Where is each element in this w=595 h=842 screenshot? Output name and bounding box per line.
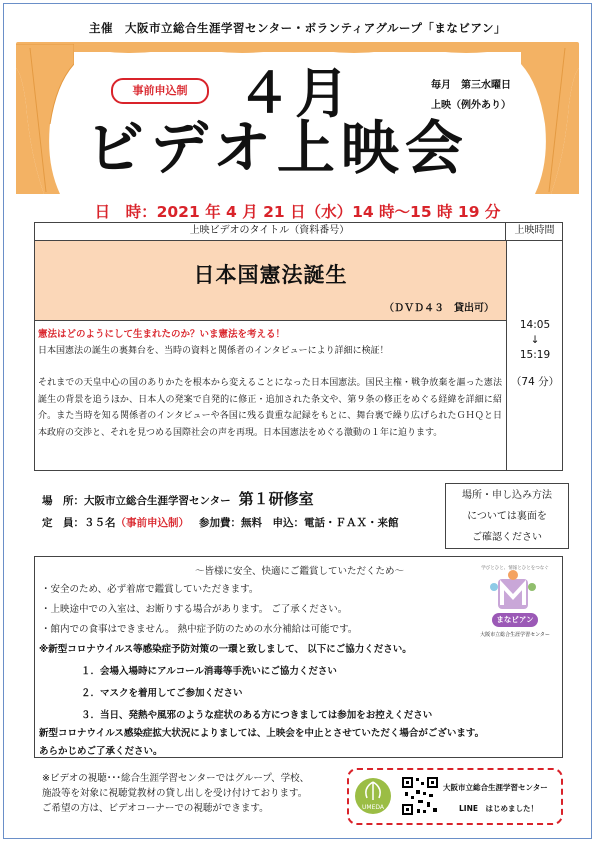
schedule-note-1: 毎月 第三水曜日 bbox=[431, 80, 511, 91]
venue-label: 場 所：大阪市立総合生涯学習センター bbox=[42, 495, 231, 507]
see-reverse-note bbox=[445, 483, 569, 549]
preregistration-badge: 事前申込制 bbox=[111, 78, 209, 104]
notice-line: ・上映途中での入室は、お断りする場合があります。 ご了承ください。 bbox=[41, 604, 348, 615]
logo-arc-text: 学びとひと、情報とひとをつなぐ bbox=[481, 566, 549, 571]
footnote bbox=[42, 771, 342, 816]
program-title-header: 上映ビデオのタイトル（資料番号） bbox=[34, 222, 506, 241]
closing-line: あらかじめご了承ください。 bbox=[39, 746, 163, 757]
logo-sub: 大阪市立総合生涯学習センター bbox=[480, 632, 550, 638]
footnote-line: 施設等を対象に視聴覚教材の貸し出しを受け付けております。 bbox=[42, 788, 308, 799]
event-title: ビデオ上映会 bbox=[86, 114, 469, 182]
footnote-line: ※ビデオの視聴･･･総合生涯学習センターではグループ、学校、 bbox=[42, 773, 310, 784]
qr-code-icon[interactable] bbox=[401, 776, 439, 816]
logo-text: まなビアン bbox=[496, 615, 534, 624]
notice-line: ・館内での食事はできません。 熱中症予防のための水分補給は可能です。 bbox=[41, 624, 358, 635]
covid-heading: ※新型コロナウイルス等感染症予防対策の一環と致しまして、 以下にご協力ください。 bbox=[39, 644, 412, 655]
month-heading: ４月 bbox=[237, 62, 353, 125]
line-announcement: LINE はじめました！ bbox=[459, 804, 538, 813]
program-description: それまでの天皇中心の国のありかたを根本から変えることになった日本国憲法。国民主権・戦争放棄を謳った憲法誕生の背景を追うほか、日本人の発案で自発的に修正・追加された条文や、第９条の修正をめぐる経緯を詳細に紹介。また当時を知る関係者のインタビューや各国に残る貴重な記録をもとに、舞台裏で繰り広げられたＧＨＱと日本政府の交渉と、それを見つめる国際社会の声を再現。日本国憲法をめぐる激動の１年に迫ります。 bbox=[38, 378, 502, 438]
program-lead: 憲法はどのようにして生まれたのか？いま憲法を考える！ bbox=[38, 329, 286, 340]
covid-item: ２．マスクを着用してご参加ください bbox=[81, 688, 243, 699]
umeda-logo-text: UMEDA bbox=[362, 804, 384, 811]
time-duration: （74 分） bbox=[510, 376, 560, 388]
venue-room: 第１研修室 bbox=[238, 490, 314, 508]
venue-row bbox=[42, 488, 314, 509]
contact-name: 大阪市立総合生涯学習センター bbox=[443, 783, 548, 792]
capacity-note: （事前申込制） bbox=[115, 517, 189, 529]
time-end: 15:19 bbox=[519, 349, 551, 361]
sponsor-line: 主催 大阪市立総合生涯学習センター・ボランティアグループ「まなビアン」 bbox=[89, 21, 506, 35]
valance-swag-icon bbox=[74, 46, 522, 60]
fee-apply: 参加費：無料 申込：電話・ＦＡＸ・来館 bbox=[199, 517, 399, 529]
footnote-line: ご希望の方は、ビデオコーナーでの視聴ができます。 bbox=[42, 803, 269, 814]
film-title-box bbox=[35, 241, 506, 321]
manabian-logo bbox=[476, 565, 554, 645]
closing-line: 新型コロナウイルス感染症拡大状況によりましては、上映会を中止とさせていただく場合がございます。 bbox=[39, 728, 485, 739]
program-time-header: 上映時間 bbox=[506, 222, 563, 241]
film-title: 日本国憲法誕生 bbox=[193, 263, 348, 287]
side-note-line: ご確認ください bbox=[472, 532, 542, 543]
umeda-logo-icon bbox=[355, 778, 391, 814]
capacity-label: 定 員：３５名 bbox=[42, 517, 116, 529]
program-lead-sub: 日本国憲法の誕生の裏舞台を、当時の資料と関係者のインタビューにより詳細に検証！ bbox=[38, 346, 389, 356]
capacity-row bbox=[42, 515, 399, 530]
time-start: 14:05 bbox=[519, 319, 551, 331]
covid-item: ３．当日、発熱や風邪のような症状のある方につきましては参加をお控えください bbox=[81, 710, 433, 721]
side-note-line: 場所・申し込み方法 bbox=[462, 490, 552, 501]
event-datetime: 日 時：2021 年 4 月 21 日（水）14 時～15 時 19 分 bbox=[94, 203, 501, 221]
side-note-line: については裏面を bbox=[467, 511, 547, 522]
film-number: （ＤＶＤ４３ 貸出可） bbox=[384, 303, 494, 314]
covid-item: １．会場入場時にアルコール消毒等手洗いにご協力ください bbox=[81, 666, 337, 677]
contact-card[interactable] bbox=[347, 768, 563, 825]
screening-time bbox=[507, 318, 563, 390]
schedule-note-2: 上映（例外あり） bbox=[431, 100, 511, 111]
notice-heading: ～皆様に安全、快適にご鑑賞していただくため～ bbox=[194, 566, 404, 577]
time-arrow: ↓ bbox=[530, 334, 540, 346]
notice-line: ・安全のため、必ず着席で鑑賞していただきます。 bbox=[41, 584, 259, 595]
curtain-left-icon bbox=[16, 44, 74, 196]
curtain-right-icon bbox=[521, 44, 579, 196]
